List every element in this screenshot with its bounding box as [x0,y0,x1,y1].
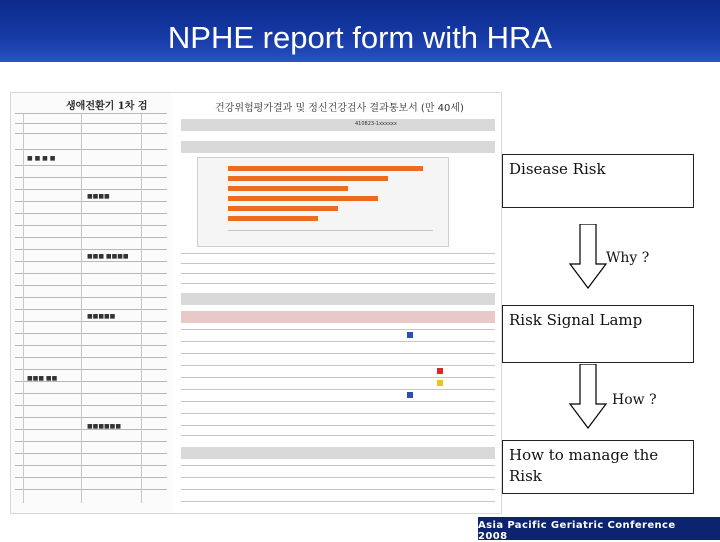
left-page-title: 생애전환기 1차 검 [66,101,148,112]
how-label: How ? [612,392,657,408]
disease-risk-box [502,154,694,208]
down-arrow-icon [568,224,608,290]
report-form-right-page [175,93,501,513]
why-label: Why ? [606,250,650,266]
report-form-image [10,92,502,514]
right-page-title: 건강위험평가결과 및 정신건강검사 결과통보서 (만 40세) [215,103,464,114]
how-to-manage-box [502,440,694,494]
id-number: 410823-1xxxxxx [355,121,397,127]
risk-bar-graph [197,157,449,247]
footer-bar [478,517,720,540]
risk-signal-lamp-label: Risk Signal Lamp [509,311,643,329]
footer-text: Asia Pacific Geriatric Conference 2008 [478,520,676,542]
report-form-left-page: 생애전환기 1차 검 ■ ■ ■ ■ ■■■■ ■■■ ■■■■ ■■■■■ ■■■ ■■ ■■■■■■ [11,93,171,513]
disease-risk-label: Disease Risk [509,160,606,178]
how-to-manage-label: How to manage the Risk [509,446,659,485]
down-arrow-icon [568,364,608,430]
risk-signal-lamp-box [502,305,694,363]
slide-title: NPHE report form with HRA [167,20,553,55]
